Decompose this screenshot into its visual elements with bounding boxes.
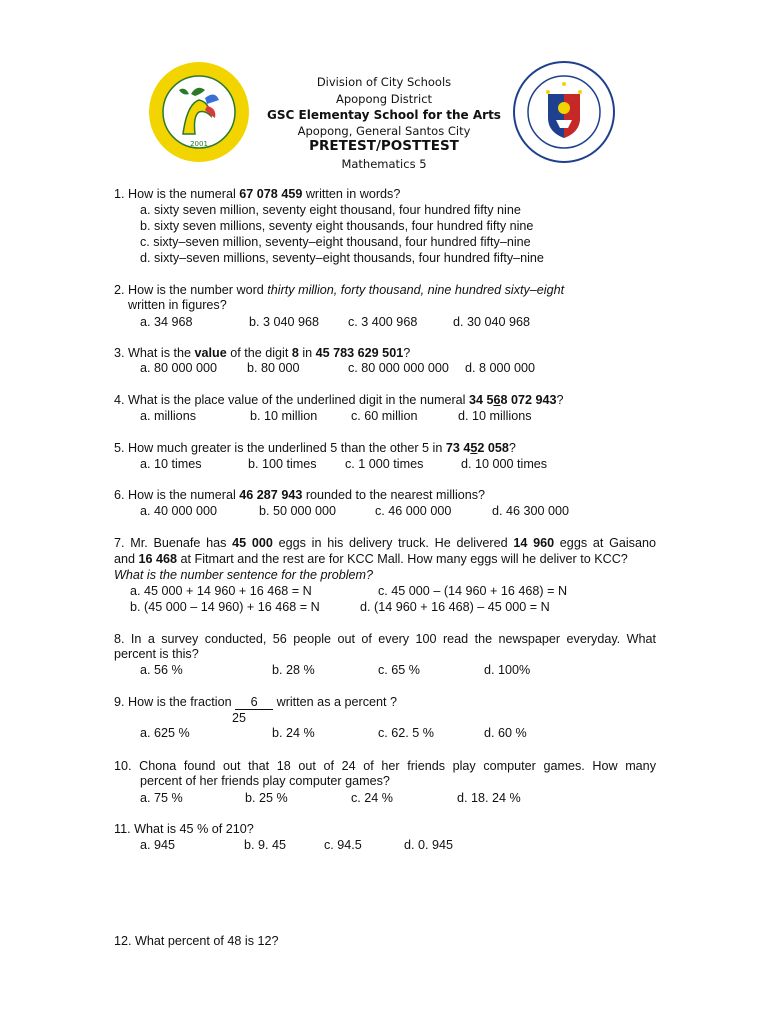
q3-text-pre: 3. What is the bbox=[114, 346, 195, 360]
q7-num-1: 45 000 bbox=[232, 536, 273, 550]
q9-choice-d: d. 60 % bbox=[484, 726, 527, 740]
q7-text-1: 7. Mr. Buenafe has bbox=[114, 536, 233, 550]
q7-text-2: eggs in his delivery truck. He delivered bbox=[272, 536, 514, 550]
q3-digit: 8 bbox=[291, 346, 299, 360]
seal-year-text: 2001 bbox=[190, 140, 208, 148]
q10-choice-c: c. 24 % bbox=[351, 791, 393, 805]
q9-choice-c: c. 62. 5 % bbox=[378, 726, 435, 740]
q9-fraction-numerator: 6 bbox=[235, 696, 273, 710]
q3-choice-b: b. 80 000 bbox=[247, 361, 300, 375]
question-12: 12. What percent of 48 is 12? bbox=[114, 934, 279, 948]
q3-choice-d: d. 8 000 000 bbox=[465, 361, 536, 375]
q2-text-pre: 2. How is the number word bbox=[114, 283, 268, 297]
q8-choice-c: c. 65 % bbox=[378, 663, 420, 677]
q4-numeral-b: 8 072 943 bbox=[500, 393, 557, 407]
q7-choice-d: d. (14 960 + 16 468) – 45 000 = N bbox=[360, 600, 550, 614]
q10-choice-b: b. 25 % bbox=[245, 791, 288, 805]
q7-text-4: and bbox=[114, 552, 139, 566]
q6-choice-c: c. 46 000 000 bbox=[375, 504, 452, 518]
q2-choice-b: b. 3 040 968 bbox=[249, 315, 320, 329]
q4-choice-b: b. 10 million bbox=[250, 409, 318, 423]
q6-text-post: rounded to the nearest millions? bbox=[302, 488, 486, 502]
q8-choice-d: d. 100% bbox=[484, 663, 531, 677]
q11-choice-d: d. 0. 945 bbox=[404, 838, 454, 852]
question-4 bbox=[114, 392, 564, 408]
q3-text-post: ? bbox=[403, 346, 411, 360]
q4-underlined-digit: 6 bbox=[493, 393, 501, 407]
q7-choice-b: b. (45 000 – 14 960) + 16 468 = N bbox=[130, 600, 320, 614]
q4-numeral-a: 34 5 bbox=[468, 393, 494, 407]
q2-choice-a: a. 34 968 bbox=[140, 315, 193, 329]
q4-choice-a: a. millions bbox=[140, 409, 196, 423]
school-address: Apopong, General Santos City bbox=[297, 124, 471, 138]
question-7-line-1 bbox=[114, 535, 656, 551]
q3-choice-a: a. 80 000 000 bbox=[140, 361, 218, 375]
q3-text-mid: of the digit bbox=[226, 346, 292, 360]
q5-choice-b: b. 100 times bbox=[248, 457, 317, 471]
q5-numeral-a: 73 4 bbox=[445, 441, 471, 455]
q1-choice-d: d. sixty–seven millions, seventy–eight thousands, four hundred fifty–nine bbox=[140, 251, 544, 265]
q2-choice-c: c. 3 400 968 bbox=[348, 315, 418, 329]
q6-text-pre: 6. How is the numeral bbox=[114, 488, 240, 502]
question-7-line-2 bbox=[114, 551, 628, 567]
question-10-line-2: percent of her friends play computer games? bbox=[140, 774, 390, 788]
q8-choice-b: b. 28 % bbox=[272, 663, 315, 677]
q1-choice-a: a. sixty seven million, seventy eight thousand, four hundred fifty nine bbox=[140, 203, 521, 217]
question-5 bbox=[114, 440, 516, 456]
q7-text-5: at Fitmart and the rest are for KCC Mall. How many eggs will he deliver to KCC? bbox=[177, 552, 628, 566]
q5-underlined-digit: 5 bbox=[470, 441, 478, 455]
q3-text-in: in bbox=[298, 346, 316, 360]
question-6 bbox=[114, 487, 485, 503]
q3-choice-c: c. 80 000 000 000 bbox=[348, 361, 449, 375]
q9-text-pre: 9. How is the fraction bbox=[114, 695, 236, 709]
q1-numeral: 67 078 459 bbox=[239, 187, 303, 201]
q9-choice-a: a. 625 % bbox=[140, 726, 190, 740]
q7-num-2: 14 960 bbox=[513, 536, 555, 550]
test-title: PRETEST/POSTTEST bbox=[309, 138, 459, 154]
question-9 bbox=[114, 694, 397, 710]
q9-text-post: written as a percent ? bbox=[273, 695, 397, 709]
q3-numeral: 45 783 629 501 bbox=[315, 346, 404, 360]
question-8-line-1: 8. In a survey conducted, 56 people out of every 100 read the newspaper everyday. What bbox=[114, 632, 656, 646]
q4-choice-c: c. 60 million bbox=[351, 409, 418, 423]
q8-choice-a: a. 56 % bbox=[140, 663, 183, 677]
q7-num-3: 16 468 bbox=[138, 552, 178, 566]
q6-choice-a: a. 40 000 000 bbox=[140, 504, 218, 518]
question-1 bbox=[114, 186, 400, 202]
q4-text-pre: 4. What is the place value of the underlined digit in the numeral bbox=[114, 393, 469, 407]
division-line: Division of City Schools bbox=[316, 75, 452, 89]
q2-number-words: thirty million, forty thousand, nine hundred sixty–eight bbox=[267, 283, 565, 297]
q9-fraction-denominator: 25 bbox=[232, 711, 247, 725]
subject-line: Mathematics 5 bbox=[341, 157, 427, 171]
q3-value-word: value bbox=[194, 346, 227, 360]
district-line: Apopong District bbox=[335, 92, 433, 106]
q10-choice-d: d. 18. 24 % bbox=[457, 791, 521, 805]
q11-choice-b: b. 9. 45 bbox=[244, 838, 287, 852]
q1-text-pre: 1. How is the numeral bbox=[114, 187, 240, 201]
q6-numeral: 46 287 943 bbox=[239, 488, 303, 502]
q11-choice-c: c. 94.5 bbox=[324, 838, 362, 852]
q7-text-3: eggs at Gaisano bbox=[554, 536, 656, 550]
q1-text-post: written in words? bbox=[302, 187, 401, 201]
question-7-prompt bbox=[114, 567, 373, 583]
question-8-line-2: percent is this? bbox=[114, 647, 199, 661]
school-name: GSC Elementay School for the Arts bbox=[267, 108, 501, 122]
question-10-line-1: 10. Chona found out that 18 out of 24 of her friends play computer games. How many bbox=[114, 759, 656, 773]
q5-choice-a: a. 10 times bbox=[140, 457, 202, 471]
q5-text-pre: 5. How much greater is the underlined 5 than the other 5 in bbox=[114, 441, 446, 455]
question-11: 11. What is 45 % of 210? bbox=[114, 822, 254, 836]
q11-choice-a: a. 945 bbox=[140, 838, 176, 852]
q2-line-2: written in figures? bbox=[128, 298, 227, 312]
q5-choice-c: c. 1 000 times bbox=[345, 457, 424, 471]
q4-choice-d: d. 10 millions bbox=[458, 409, 532, 423]
question-3 bbox=[114, 345, 410, 361]
q5-choice-d: d. 10 000 times bbox=[461, 457, 548, 471]
q7-choice-a: a. 45 000 + 14 960 + 16 468 = N bbox=[130, 584, 312, 598]
q1-choice-b: b. sixty seven millions, seventy eight thousands, four hundred fifty nine bbox=[140, 219, 534, 233]
q9-choice-b: b. 24 % bbox=[272, 726, 315, 740]
q7-choice-c: c. 45 000 – (14 960 + 16 468) = N bbox=[378, 584, 568, 598]
q2-choice-d: d. 30 040 968 bbox=[453, 315, 531, 329]
q7-italic-prompt: What is the number sentence for the problem? bbox=[114, 568, 374, 582]
q5-text-post: ? bbox=[508, 441, 516, 455]
q5-numeral-b: 2 058 bbox=[477, 441, 509, 455]
q6-choice-b: b. 50 000 000 bbox=[259, 504, 337, 518]
q10-choice-a: a. 75 % bbox=[140, 791, 183, 805]
q4-text-post: ? bbox=[556, 393, 564, 407]
q6-choice-d: d. 46 300 000 bbox=[492, 504, 570, 518]
question-2 bbox=[114, 282, 564, 298]
q1-choice-c: c. sixty–seven million, seventy–eight thousand, four hundred fifty–nine bbox=[140, 235, 531, 249]
